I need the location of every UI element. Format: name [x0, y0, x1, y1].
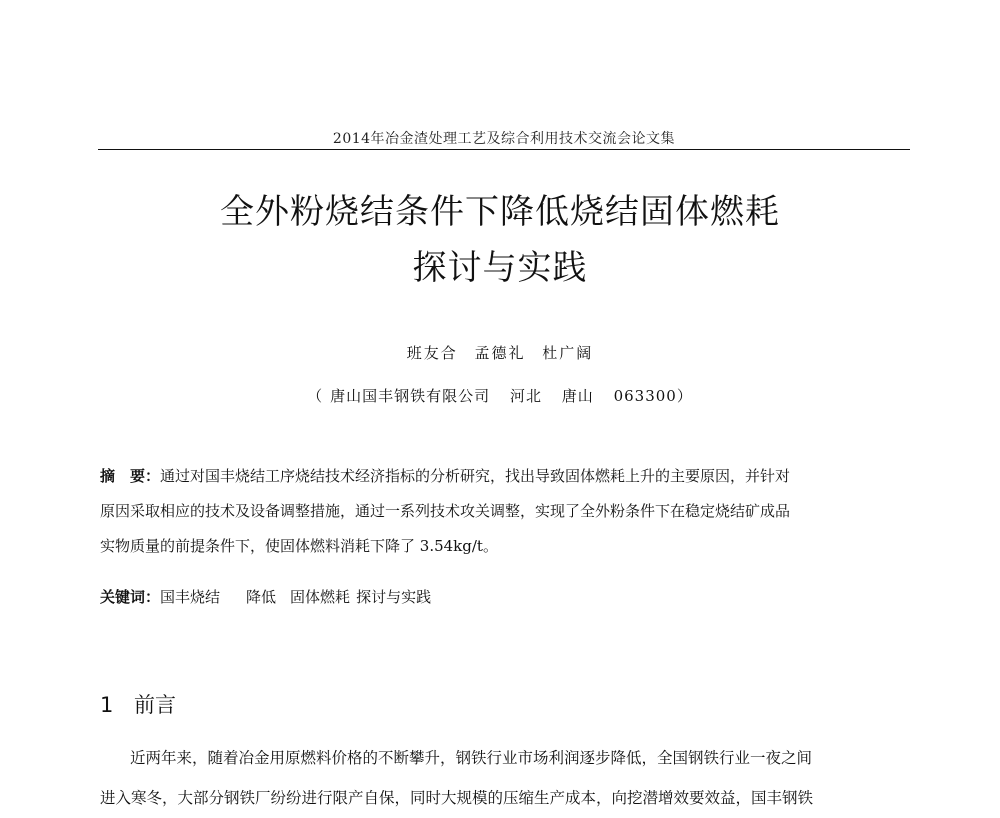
abstract-line: 原因采取相应的技术及设备调整措施，通过一系列技术攻关调整，实现了全外粉条件下在稳定烧结矿成品 [100, 502, 791, 520]
abstract-line [100, 459, 912, 494]
author-name: 班友合 [406, 344, 458, 362]
keyword: 探讨与实践 [356, 588, 432, 606]
running-header: 2014年冶金渣处理工艺及综合利用技术交流会论文集 [332, 131, 676, 147]
keyword: 固体燃耗 [290, 588, 351, 606]
author-name: 孟德礼 [474, 344, 526, 362]
author-list [0, 342, 1000, 363]
section-title: 前言 [134, 693, 176, 717]
section-number: 1 [100, 693, 114, 717]
keyword: 降低 [246, 588, 277, 606]
affiliation-open-paren: （ [307, 387, 324, 405]
header-rule [98, 149, 910, 150]
author-name: 杜广阔 [542, 344, 594, 362]
section-heading [100, 689, 176, 719]
affiliation-close-paren: ） [676, 387, 693, 405]
keyword: 国丰烧结 [160, 588, 221, 606]
abstract-label: 摘 要： [100, 467, 161, 485]
affiliation-province: 河北 [509, 387, 542, 405]
keywords-label: 关键词： [100, 588, 161, 606]
affiliation [0, 385, 1000, 406]
affiliation-org: 唐山国丰钢铁有限公司 [330, 387, 491, 405]
abstract-line: 实物质量的前提条件下，使固体燃料消耗下降了 3.54kg/t。 [100, 537, 498, 555]
affiliation-city: 唐山 [561, 387, 594, 405]
body-line: 近两年来，随着冶金用原燃料价格的不断攀升，钢铁行业市场利润逐步降低，全国钢铁行业一夜之间 [130, 749, 813, 767]
body-line: 进入寒冬，大部分钢铁厂纷纷进行限产自保，同时大规模的压缩生产成本，向挖潜增效要效益，国丰钢铁 [100, 789, 814, 807]
paper-title-line-2: 探讨与实践 [412, 248, 588, 288]
paper-title-line-1: 全外粉烧结条件下降低烧结固体燃耗 [220, 192, 780, 232]
section-body [100, 738, 912, 818]
keywords [100, 584, 912, 610]
affiliation-postcode: 063300 [613, 387, 677, 405]
abstract-text: 通过对国丰烧结工序烧结技术经济指标的分析研究，找出导致固体燃耗上升的主要原因，并针对 [160, 467, 791, 485]
abstract [100, 459, 912, 564]
